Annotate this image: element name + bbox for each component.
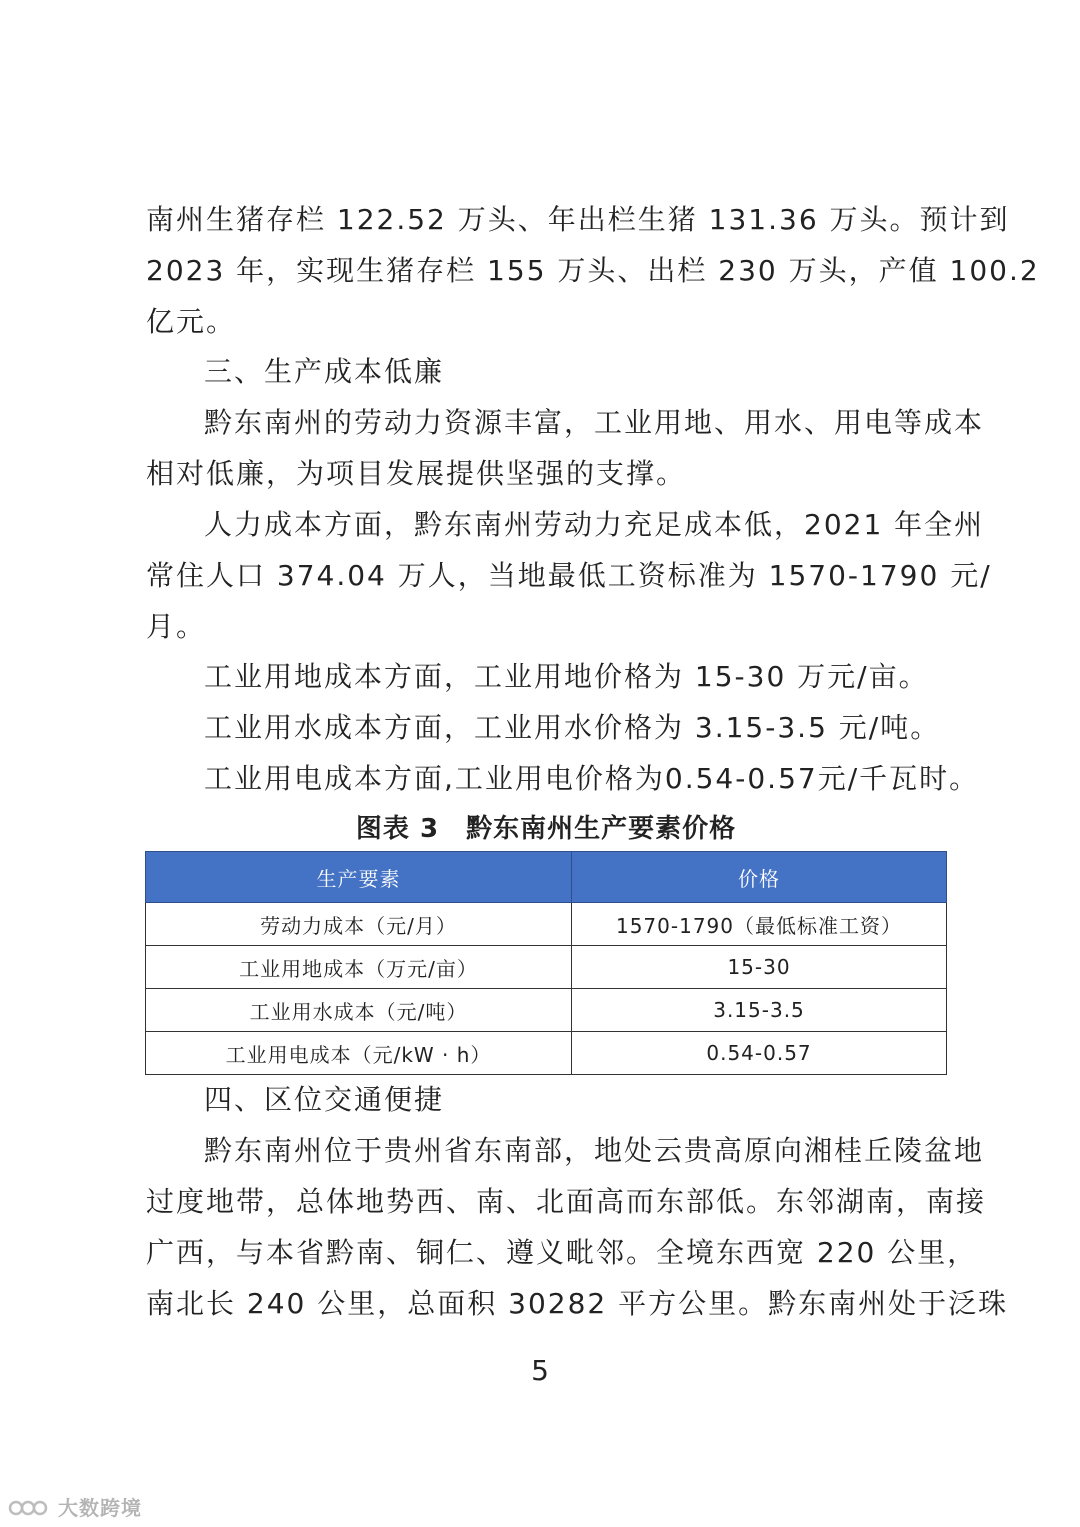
column-header-factor: 生产要素 xyxy=(146,852,572,903)
text-line: 广西，与本省黔南、铜仁、遵义毗邻。全境东西宽 220 公里， xyxy=(146,1236,978,1269)
table-header-row xyxy=(146,852,947,903)
page-number: 5 xyxy=(531,1354,549,1387)
paragraph-pig-output xyxy=(146,194,1040,347)
link-logo-icon xyxy=(8,1495,52,1519)
table-cell: 劳动力成本（元/月） xyxy=(146,903,572,946)
watermark xyxy=(8,1492,142,1521)
table-row xyxy=(146,1032,947,1075)
text-line: 过度地带，总体地势西、南、北面高而东部低。东邻湖南，南接 xyxy=(146,1185,987,1218)
paragraph-water-cost xyxy=(146,702,946,753)
table-row xyxy=(146,946,947,989)
text-line: 工业用地成本方面，工业用地价格为 15-30 万元/亩。 xyxy=(204,660,929,693)
paragraph-cost-intro xyxy=(146,397,985,499)
text-line: 常住人口 374.04 万人，当地最低工资标准为 1570-1790 元/ xyxy=(146,559,992,592)
heading-text: 三、生产成本低廉 xyxy=(204,355,445,388)
text-line: 南北长 240 公里，总面积 30282 平方公里。黔东南州处于泛珠 xyxy=(146,1287,1009,1320)
text-line: 亿元。 xyxy=(146,305,237,338)
table-cell: 0.54-0.57 xyxy=(572,1032,947,1075)
table-cell: 工业用地成本（万元/亩） xyxy=(146,946,572,989)
table-row xyxy=(146,989,947,1032)
table-cell: 15-30 xyxy=(572,946,947,989)
text-line: 月。 xyxy=(146,610,207,643)
table-cell: 工业用水成本（元/吨） xyxy=(146,989,572,1032)
text-line: 相对低廉，为项目发展提供坚强的支撑。 xyxy=(146,457,687,490)
table-cell: 3.15-3.5 xyxy=(572,989,947,1032)
heading-text: 四、区位交通便捷 xyxy=(204,1083,445,1116)
paragraph-location xyxy=(146,1125,1009,1329)
section-heading-location xyxy=(146,1074,946,1125)
text-line: 黔东南州位于贵州省东南部，地处云贵高原向湘桂丘陵盆地 xyxy=(204,1134,985,1167)
text-line: 2023 年，实现生猪存栏 155 万头、出栏 230 万头，产值 100.2 xyxy=(146,254,1040,287)
text-line: 人力成本方面，黔东南州劳动力充足成本低，2021 年全州 xyxy=(204,508,985,541)
table-cell: 工业用电成本（元/kW · h） xyxy=(146,1032,572,1075)
paragraph-land-cost xyxy=(146,651,946,702)
text-line: 工业用水成本方面，工业用水价格为 3.15-3.5 元/吨。 xyxy=(204,711,941,744)
table-cell: 1570-1790（最低标准工资） xyxy=(572,903,947,946)
text-line: 黔东南州的劳动力资源丰富，工业用地、用水、用电等成本 xyxy=(204,406,985,439)
table-caption: 图表 3 黔东南州生产要素价格 xyxy=(355,814,737,844)
text-line: 南州生猪存栏 122.52 万头、年出栏生猪 131.36 万头。预计到 xyxy=(146,203,1010,236)
paragraph-labor-cost xyxy=(146,499,992,652)
table-row xyxy=(146,903,947,946)
watermark-text: 大数跨境 xyxy=(58,1496,142,1520)
production-factor-table xyxy=(145,851,947,1075)
section-heading-cost xyxy=(146,346,946,397)
paragraph-power-cost xyxy=(146,753,980,804)
column-header-price: 价格 xyxy=(572,852,947,903)
text-line: 工业用电成本方面,工业用电价格为0.54-0.57元/千瓦时。 xyxy=(204,762,980,795)
